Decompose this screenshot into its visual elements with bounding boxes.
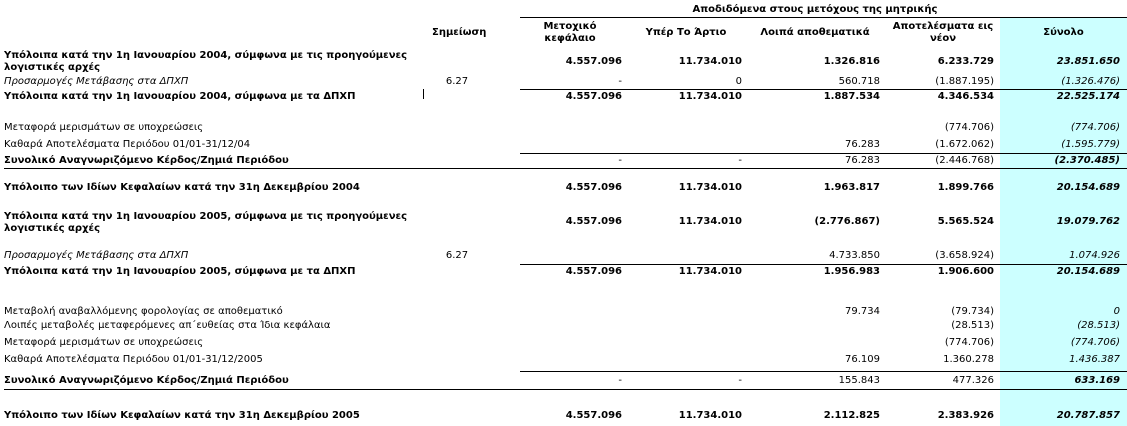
row-total-value: 1.436.387 (1069, 354, 1120, 365)
row-retained-value: (28.513) (951, 320, 994, 331)
row-total-value: (1.595.779) (1061, 139, 1120, 150)
row-note-value: 6.27 (445, 250, 469, 261)
row-retained-value: (774.706) (944, 122, 994, 133)
row-total-value: 633.169 (1074, 375, 1120, 386)
row-reserves-value: 4.733.850 (829, 250, 880, 261)
row-marker (423, 89, 424, 99)
header-total: Σύνολο (1043, 27, 1084, 38)
row-retained-value: (774.706) (944, 337, 994, 348)
row-total-value: (2.370.485) (1054, 155, 1120, 166)
row-premium-value: 11.734.010 (678, 410, 742, 421)
row-share-value: - (618, 76, 622, 87)
row-reserves-value: 560.718 (838, 76, 880, 87)
row-reserves-value: 1.963.817 (823, 182, 880, 193)
row-premium-value: 11.734.010 (678, 91, 742, 102)
row-retained-value: (3.658.924) (935, 250, 994, 261)
rule-line (4, 389, 1127, 390)
row-reserves-value: 155.843 (838, 375, 880, 386)
row-retained-value: 6.233.729 (937, 56, 994, 67)
row-reserves-value: 76.283 (845, 139, 880, 150)
row-total-value: 1.074.926 (1069, 250, 1120, 261)
row-total-value: 20.154.689 (1056, 182, 1120, 193)
row-reserves-value: (2.776.867) (814, 216, 880, 227)
row-reserves-value: 1.887.534 (823, 91, 880, 102)
row-retained-value: (79.734) (951, 306, 994, 317)
row-label: Λοιπές μεταβολές μεταφερόμενες απ΄ευθείας στα Ίδια κεφάλαια (4, 320, 331, 331)
row-total-value: (1.326.476) (1061, 76, 1120, 87)
group-title: Αποδιδόμενα στους μετόχους της μητρικής (692, 4, 938, 15)
row-share-value: 4.557.096 (565, 91, 622, 102)
row-share-value: 4.557.096 (565, 182, 622, 193)
row-reserves-value: 79.734 (845, 306, 880, 317)
row-retained-value: 2.383.926 (937, 410, 994, 421)
row-label: Υπόλοιπο των Ιδίων Κεφαλαίων κατά την 31η Δεκεμβρίου 2005 (4, 410, 360, 421)
rule-line (4, 168, 1127, 169)
rule-line (520, 153, 1127, 154)
row-label: Προσαρμογές Μετάβασης στα ΔΠΧΠ (4, 76, 189, 87)
row-label: Συνολικό Αναγνωριζόμενο Κέρδος/Ζημιά Περιόδου (4, 155, 289, 166)
row-retained-value: (1.672.062) (935, 139, 994, 150)
row-note-value: 6.27 (445, 76, 469, 87)
row-total-value: 22.525.174 (1056, 91, 1120, 102)
row-retained-value: (1.887.195) (935, 76, 994, 87)
row-premium-value: 11.734.010 (678, 182, 742, 193)
row-label: Υπόλοιπα κατά την 1η Ιανουαρίου 2005, σύμφωνα με τα ΔΠΧΠ (4, 266, 356, 277)
row-label: Μεταφορά μερισμάτων σε υποχρεώσεις (4, 337, 204, 348)
row-label: Συνολικό Αναγνωριζόμενο Κέρδος/Ζημιά Περιόδου (4, 375, 289, 386)
row-reserves-value: 76.283 (845, 155, 880, 166)
row-premium-value: 11.734.010 (678, 216, 742, 227)
row-premium-value: 0 (735, 76, 742, 87)
group-title-underline (520, 17, 1127, 18)
row-total-value: 20.154.689 (1056, 266, 1120, 277)
row-retained-value: 1.899.766 (937, 182, 994, 193)
row-share-value: - (618, 155, 622, 166)
row-retained-value: 477.326 (952, 375, 994, 386)
row-label: Υπόλοιπο των Ιδίων Κεφαλαίων κατά την 31η Δεκεμβρίου 2004 (4, 182, 360, 193)
header-note: Σημείωση (432, 27, 487, 38)
row-reserves-value: 76.109 (845, 354, 880, 365)
row-retained-value: 1.360.278 (943, 354, 994, 365)
row-total-value: (774.706) (1070, 337, 1120, 348)
row-reserves-value: 2.112.825 (823, 410, 880, 421)
row-share-value: 4.557.096 (565, 216, 622, 227)
row-label: Μεταφορά μερισμάτων σε υποχρεώσεις (4, 122, 204, 133)
row-total-value: (28.513) (1077, 320, 1120, 331)
row-label: Υπόλοιπα κατά την 1η Ιανουαρίου 2005, σύμφωνα με τις προηγούμενες λογιστικές αρχές (4, 211, 407, 234)
row-total-value: 0 (1113, 306, 1120, 317)
row-label: Προσαρμογές Μετάβασης στα ΔΠΧΠ (4, 250, 189, 261)
row-retained-value: 1.906.600 (937, 266, 994, 277)
row-label: Καθαρά Αποτελέσματα Περιόδου 01/01-31/12/04 (4, 139, 251, 150)
header-share-capital: Μετοχικό κεφάλαιο (543, 21, 597, 44)
row-label: Καθαρά Αποτελέσματα Περιόδου 01/01-31/12/2005 (4, 354, 263, 365)
row-label: Υπόλοιπα κατά την 1η Ιανουαρίου 2004, σύμφωνα με τις προηγούμενες λογιστικές αρχές (4, 50, 407, 73)
row-label: Υπόλοιπα κατά την 1η Ιανουαρίου 2004, σύμφωνα με τα ΔΠΧΠ (4, 91, 356, 102)
rule-line (520, 264, 1127, 265)
row-premium-value: - (738, 375, 742, 386)
row-premium-value: - (738, 155, 742, 166)
row-total-value: 23.851.650 (1056, 56, 1120, 67)
header-retained-earnings: Αποτελέσματα εις νέον (892, 21, 994, 44)
row-share-value: 4.557.096 (565, 56, 622, 67)
header-other-reserves: Λοιπά αποθεματικά (760, 27, 870, 38)
row-retained-value: 5.565.524 (937, 216, 994, 227)
row-premium-value: 11.734.010 (678, 56, 742, 67)
row-total-value: 19.079.762 (1056, 216, 1120, 227)
row-total-value: 20.787.857 (1056, 410, 1120, 421)
row-premium-value: 11.734.010 (678, 266, 742, 277)
row-total-value: (774.706) (1070, 122, 1120, 133)
rule-line (520, 89, 1127, 90)
header-share-premium: Υπέρ Το Άρτιο (645, 27, 727, 38)
row-retained-value: 4.346.534 (937, 91, 994, 102)
rule-line (520, 371, 1127, 372)
row-reserves-value: 1.956.983 (823, 266, 880, 277)
row-share-value: - (618, 375, 622, 386)
row-reserves-value: 1.326.816 (823, 56, 880, 67)
row-label: Μεταβολή αναβαλλόμενης φορολογίας σε αποθεματικό (4, 306, 283, 317)
row-share-value: 4.557.096 (565, 266, 622, 277)
row-retained-value: (2.446.768) (935, 155, 994, 166)
row-share-value: 4.557.096 (565, 410, 622, 421)
